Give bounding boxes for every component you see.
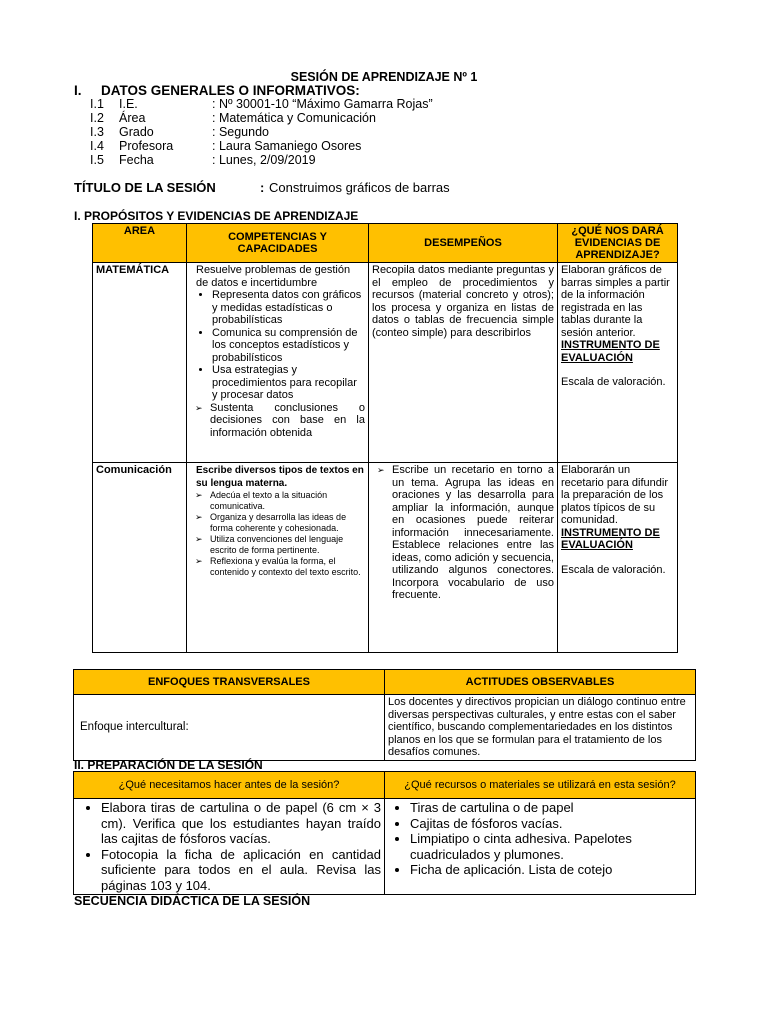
info-value: : Nº 30001-10 “Máximo Gamarra Rojas” bbox=[212, 97, 433, 111]
evidencia-comunicacion bbox=[558, 463, 678, 653]
header-desempenos: DESEMPEÑOS bbox=[369, 224, 558, 263]
competencia-lead: Escribe diversos tipos de textos en su lengua materna. bbox=[196, 465, 364, 489]
info-key: Grado bbox=[119, 125, 154, 139]
list-item: • Limpiatipo o cinta adhesiva. Papelotes cuadriculados y plumones. bbox=[410, 831, 692, 862]
area-matematica: MATEMÁTICA bbox=[93, 263, 187, 463]
session-title-label: TÍTULO DE LA SESIÓN bbox=[74, 180, 216, 195]
secuencia-heading: SECUENCIA DIDÁCTICA DE LA SESIÓN bbox=[74, 894, 311, 908]
instrumento-label: INSTRUMENTO DE EVALUACIÓN bbox=[561, 526, 660, 551]
recursos-cell bbox=[385, 799, 696, 895]
header-enfoques: ENFOQUES TRANSVERSALES bbox=[74, 670, 385, 695]
info-number: I.5 bbox=[90, 153, 104, 167]
datos-heading-text: DATOS GENERALES O INFORMATIVOS: bbox=[101, 83, 360, 98]
info-value: : Segundo bbox=[212, 125, 269, 139]
header-evidencias: ¿QUÉ NOS DARÁ EVIDENCIAS DE APRENDIZAJE? bbox=[558, 224, 678, 263]
info-number: I.3 bbox=[90, 125, 104, 139]
evidencia-text: Elaborarán un recetario para difundir la preparación de los platos típicos de su comunidad. bbox=[561, 464, 669, 526]
session-title-colon: : bbox=[260, 180, 265, 195]
list-item: ➢ Reflexiona y evalúa la forma, el contenido y contexto del texto escrito. bbox=[210, 556, 365, 578]
competencias-comunicacion bbox=[187, 463, 369, 653]
capacidades-arrow-list bbox=[190, 402, 365, 440]
capacidades-list bbox=[190, 490, 365, 578]
list-item: • Cajitas de fósforos vacías. bbox=[410, 816, 692, 832]
info-number: I.1 bbox=[90, 97, 104, 111]
list-item: ➢ Adecúa el texto a la situación comunicativa. bbox=[210, 490, 365, 512]
list-item: • Comunica su comprensión de los conceptos estadísticos y probabilísticos bbox=[212, 327, 365, 365]
row-comunicacion bbox=[93, 463, 678, 653]
header-competencias: COMPETENCIAS Y CAPACIDADES bbox=[187, 224, 369, 263]
propositos-table bbox=[92, 223, 678, 653]
competencias-matematica bbox=[187, 263, 369, 463]
info-key: Fecha bbox=[119, 153, 154, 167]
info-key: Profesora bbox=[119, 139, 174, 153]
competencia-lead: Resuelve problemas de gestión de datos e incertidumbre bbox=[196, 264, 351, 289]
header-area: AREA bbox=[93, 224, 187, 263]
enfoques-header-row bbox=[74, 670, 696, 695]
desempeno-comunicacion bbox=[369, 463, 558, 653]
list-item: • Representa datos con gráficos y medidas estadísticas o probabilísticas bbox=[212, 289, 365, 327]
propositos-heading: I. PROPÓSITOS Y EVIDENCIAS DE APRENDIZAJE bbox=[74, 209, 359, 223]
list-item: • Tiras de cartulina o de papel bbox=[410, 800, 692, 816]
info-value: : Lunes, 2/09/2019 bbox=[212, 153, 316, 167]
preparacion-header-row bbox=[74, 772, 696, 799]
info-key: I.E. bbox=[119, 97, 138, 111]
recursos-list bbox=[388, 800, 692, 878]
session-title-value: Construimos gráficos de barras bbox=[269, 180, 450, 195]
preparacion-heading: II. PREPARACIÓN DE LA SESIÓN bbox=[74, 758, 263, 772]
antes-cell bbox=[74, 799, 385, 895]
list-item: • Fotocopia la ficha de aplicación en cantidad suficiente para todos en el aula. Revisa las páginas 103 y 104. bbox=[101, 847, 381, 894]
actitud-text: Los docentes y directivos propician un diálogo continuo entre diversas perspectivas culturales, y entre estas con el saber científico, buscando complementariedades en los distintos planos en los que se formulan para el tratamiento de los desafíos comunes. bbox=[385, 695, 696, 761]
header-antes: ¿Qué necesitamos hacer antes de la sesión? bbox=[74, 772, 385, 799]
session-title-line bbox=[74, 180, 450, 195]
preparacion-table bbox=[73, 771, 696, 895]
list-item: ➢ Organiza y desarrolla las ideas de forma coherente y cohesionada. bbox=[210, 512, 365, 534]
desempeno-list bbox=[372, 464, 554, 602]
info-value: : Matemática y Comunicación bbox=[212, 111, 376, 125]
list-item: • Elabora tiras de cartulina o de papel (6 cm × 3 cm). Verifica que los estudiantes hayan traído las cajitas de fósforos vacías. bbox=[101, 800, 381, 847]
antes-list bbox=[77, 800, 381, 893]
desempeno-matematica: Recopila datos mediante preguntas y el empleo de procedimientos y recursos (material concreto y otros); los procesa y organiza en listas de datos o tablas de frecuencia simple (conteo simple) para describirlos bbox=[369, 263, 558, 463]
info-number: I.2 bbox=[90, 111, 104, 125]
list-item: ➢ Utiliza convenciones del lenguaje escrito de forma pertinente. bbox=[210, 534, 365, 556]
header-recursos: ¿Qué recursos o materiales se utilizará en esta sesión? bbox=[385, 772, 696, 799]
list-item: • Ficha de aplicación. Lista de cotejo bbox=[410, 862, 692, 878]
info-value: : Laura Samaniego Osores bbox=[212, 139, 362, 153]
info-number: I.4 bbox=[90, 139, 104, 153]
capacidades-list bbox=[190, 289, 365, 402]
datos-heading bbox=[74, 83, 360, 98]
row-matematica bbox=[93, 263, 678, 463]
enfoque-text: Enfoque intercultural: bbox=[74, 695, 385, 761]
info-key: Área bbox=[119, 111, 146, 125]
enfoques-row bbox=[74, 695, 696, 761]
evidencia-text: Elaboran gráficos de barras simples a partir de la información registrada en las tablas durante la sesión anterior. bbox=[561, 264, 670, 339]
evidencia-matematica bbox=[558, 263, 678, 463]
datos-heading-number: I. bbox=[74, 83, 82, 98]
preparacion-row bbox=[74, 799, 696, 895]
header-actitudes: ACTITUDES OBSERVABLES bbox=[385, 670, 696, 695]
list-item: • Usa estrategias y procedimientos para recopilar y procesar datos bbox=[212, 364, 365, 402]
area-comunicacion: Comunicación bbox=[93, 463, 187, 653]
enfoques-table bbox=[73, 669, 696, 761]
escala-text: Escala de valoración. bbox=[561, 563, 666, 576]
instrumento-label: INSTRUMENTO DE EVALUACIÓN bbox=[561, 339, 660, 364]
propositos-header-row bbox=[93, 224, 678, 263]
list-item: ➢ Escribe un recetario en torno a un tema. Agrupa las ideas en oraciones y las desarrolla para ampliar la información, aunque en ocasiones puede reiterar información innecesariamente. Establece relaciones entre las ideas, como adición y secuencia, utilizando algunos conectores. Incorpora vocabulario de uso frecuente. bbox=[392, 464, 554, 602]
list-item: ➢ Sustenta conclusiones o decisiones con base en la información obtenida bbox=[210, 402, 365, 440]
escala-text: Escala de valoración. bbox=[561, 376, 666, 388]
document-title: SESIÓN DE APRENDIZAJE Nº 1 bbox=[290, 70, 478, 84]
